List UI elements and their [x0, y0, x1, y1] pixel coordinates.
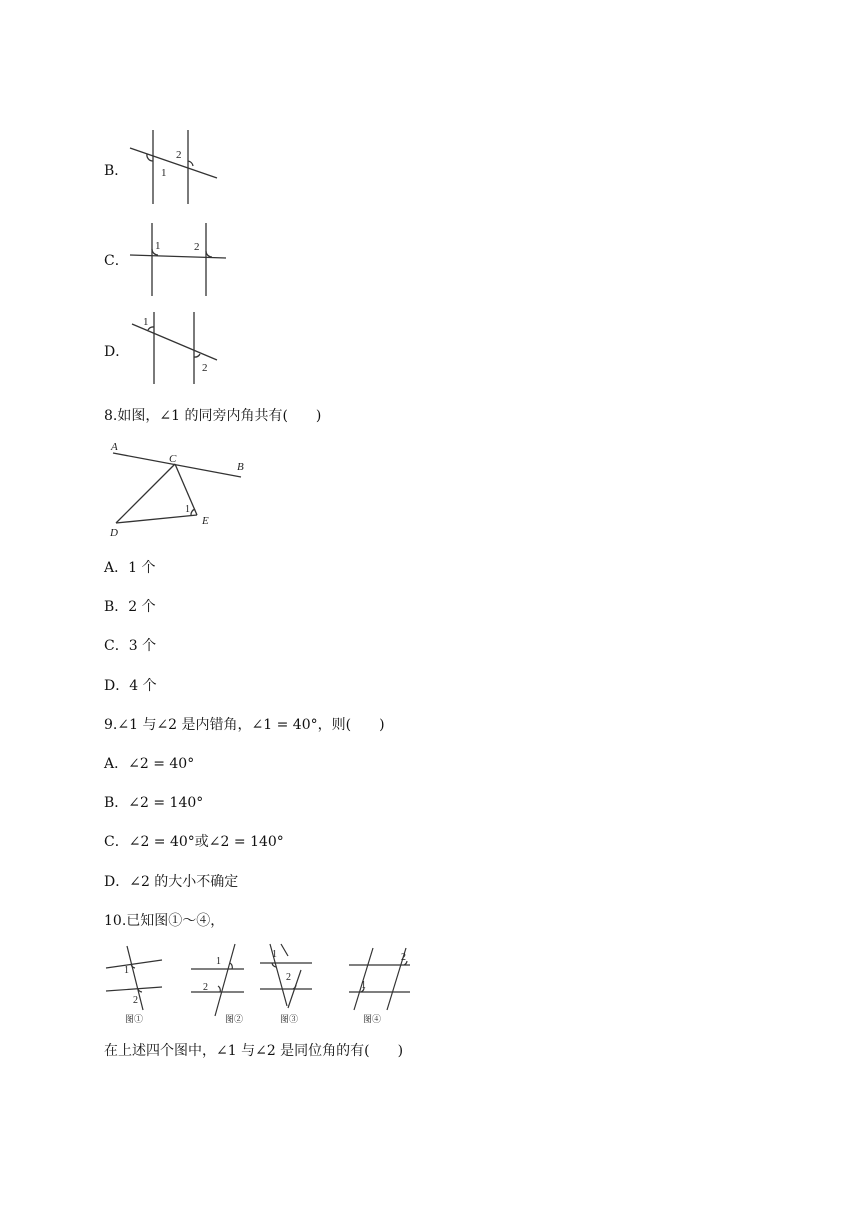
q7-option-b-figure	[125, 126, 245, 210]
q8-angle-1: 1	[185, 504, 190, 515]
q7-d-angle-1: 1	[143, 316, 149, 328]
q9-option-b: B．∠2 = 140°	[104, 795, 204, 811]
q8-label-b: B	[237, 461, 244, 473]
q10-fig1-angle-1: 1	[124, 965, 129, 976]
q8-option-b: B．2 个	[104, 599, 156, 615]
q10-fig4-angle-1: 1	[361, 980, 366, 991]
q10-caption-1: 图①	[124, 1014, 144, 1024]
q7-option-c-label: C．	[104, 253, 129, 269]
q8-figure	[104, 438, 264, 542]
q10-fig3-angle-1: 1	[272, 949, 277, 960]
q7-option-d-label: D．	[104, 344, 130, 360]
q10-figures	[104, 940, 424, 1026]
q10-fig1-angle-2: 2	[133, 995, 138, 1006]
q8-option-c: C．3 个	[104, 638, 157, 654]
q8-label-c: C	[169, 453, 177, 465]
q7-option-b-label: B．	[104, 163, 129, 179]
q8-option-d: D．4 个	[104, 678, 157, 694]
q10-caption-2: 图②	[224, 1014, 244, 1024]
q10-caption-4: 图④	[362, 1014, 382, 1024]
q7-b-angle-2: 2	[176, 149, 182, 161]
q10-fig3-angle-2: 2	[286, 972, 291, 983]
q7-c-angle-2: 2	[194, 241, 200, 253]
q10-fig4-angle-2: 2	[401, 952, 406, 963]
q9-option-c: C．∠2 = 40°或∠2 = 140°	[104, 834, 284, 850]
q7-option-d-figure	[125, 308, 235, 388]
q8-stem: 8.如图，∠1 的同旁内角共有( )	[104, 408, 322, 424]
q8-label-e: E	[202, 515, 209, 527]
q10-question: 在上述四个图中，∠1 与∠2 是同位角的有( )	[104, 1043, 404, 1059]
q9-option-d: D．∠2 的大小不确定	[104, 874, 239, 890]
q8-option-a: A．1 个	[104, 560, 156, 576]
q8-label-d: D	[110, 527, 118, 539]
q7-b-angle-1: 1	[161, 167, 167, 179]
q9-stem: 9.∠1 与∠2 是内错角，∠1 = 40°，则( )	[104, 717, 385, 733]
q9-option-a: A．∠2 = 40°	[104, 756, 195, 772]
q10-caption-3: 图③	[279, 1014, 299, 1024]
q7-c-angle-1: 1	[155, 240, 161, 252]
q10-stem: 10.已知图①～④，	[104, 913, 225, 929]
q7-option-c-figure	[125, 220, 235, 300]
q7-d-angle-2: 2	[202, 362, 208, 374]
q8-label-a: A	[111, 441, 118, 453]
q10-fig2-angle-1: 1	[216, 956, 221, 967]
q10-fig2-angle-2: 2	[203, 982, 208, 993]
